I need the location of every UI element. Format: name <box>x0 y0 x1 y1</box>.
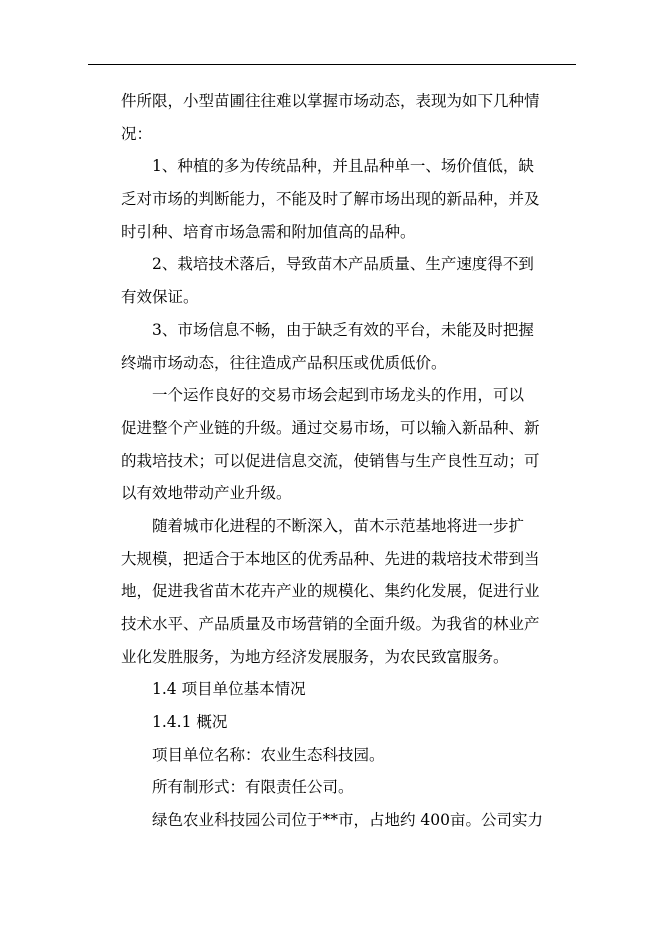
section-heading: 1.4 项目单位基本情况 <box>152 680 306 699</box>
body-line: 所有制形式：有限责任公司。 <box>152 778 354 797</box>
body-line: 以有效地带动产业升级。 <box>121 484 292 503</box>
subsection-heading: 1.4.1 概况 <box>152 713 228 732</box>
body-line: 件所限，小型苗圃往往难以掌握市场动态，表现为如下几种情 <box>121 92 540 110</box>
body-line: 3、市场信息不畅，由于缺乏有效的平台，未能及时把握 <box>152 320 534 339</box>
body-line: 促进整个产业链的升级。通过交易市场，可以输入新品种、新 <box>121 418 540 437</box>
body-line: 随着城市化进程的不断深入，苗木示范基地将进一步扩 <box>152 516 525 535</box>
body-line: 乏对市场的判断能力，不能及时了解市场出现的新品种，并及 <box>121 190 540 209</box>
body-line: 地，促进我省苗木花卉产业的规模化、集约化发展，促进行业 <box>121 582 540 601</box>
body-line: 大规模，把适合于本地区的优秀品种、先进的栽培技术带到当 <box>121 549 540 568</box>
body-line: 业化发胜服务，为地方经济发展服务，为农民致富服务。 <box>121 647 509 666</box>
header-rule <box>88 64 576 65</box>
body-line: 时引种、培育市场急需和附加值高的品种。 <box>121 222 416 241</box>
body-line: 一个运作良好的交易市场会起到市场龙头的作用，可以 <box>152 386 525 405</box>
body-line: 有效保证。 <box>121 288 199 307</box>
body-line: 2、栽培技术落后，导致苗木产品质量、生产速度得不到 <box>152 255 534 274</box>
document-body <box>121 85 576 837</box>
body-line: 况： <box>121 124 153 143</box>
body-line: 的栽培技术；可以促进信息交流，使销售与生产良性互动；可 <box>121 451 540 470</box>
body-line: 终端市场动态，往往造成产品积压或优质低价。 <box>121 353 447 372</box>
body-line: 1、种植的多为传统品种，并且品种单一、场价值低，缺 <box>152 157 534 176</box>
body-line: 绿色农业科技园公司位于**市，占地约 400亩。公司实力 <box>152 811 544 830</box>
body-line: 技术水平、产品质量及市场营销的全面升级。为我省的林业产 <box>121 615 540 633</box>
body-line: 项目单位名称：农业生态科技园。 <box>152 745 385 764</box>
